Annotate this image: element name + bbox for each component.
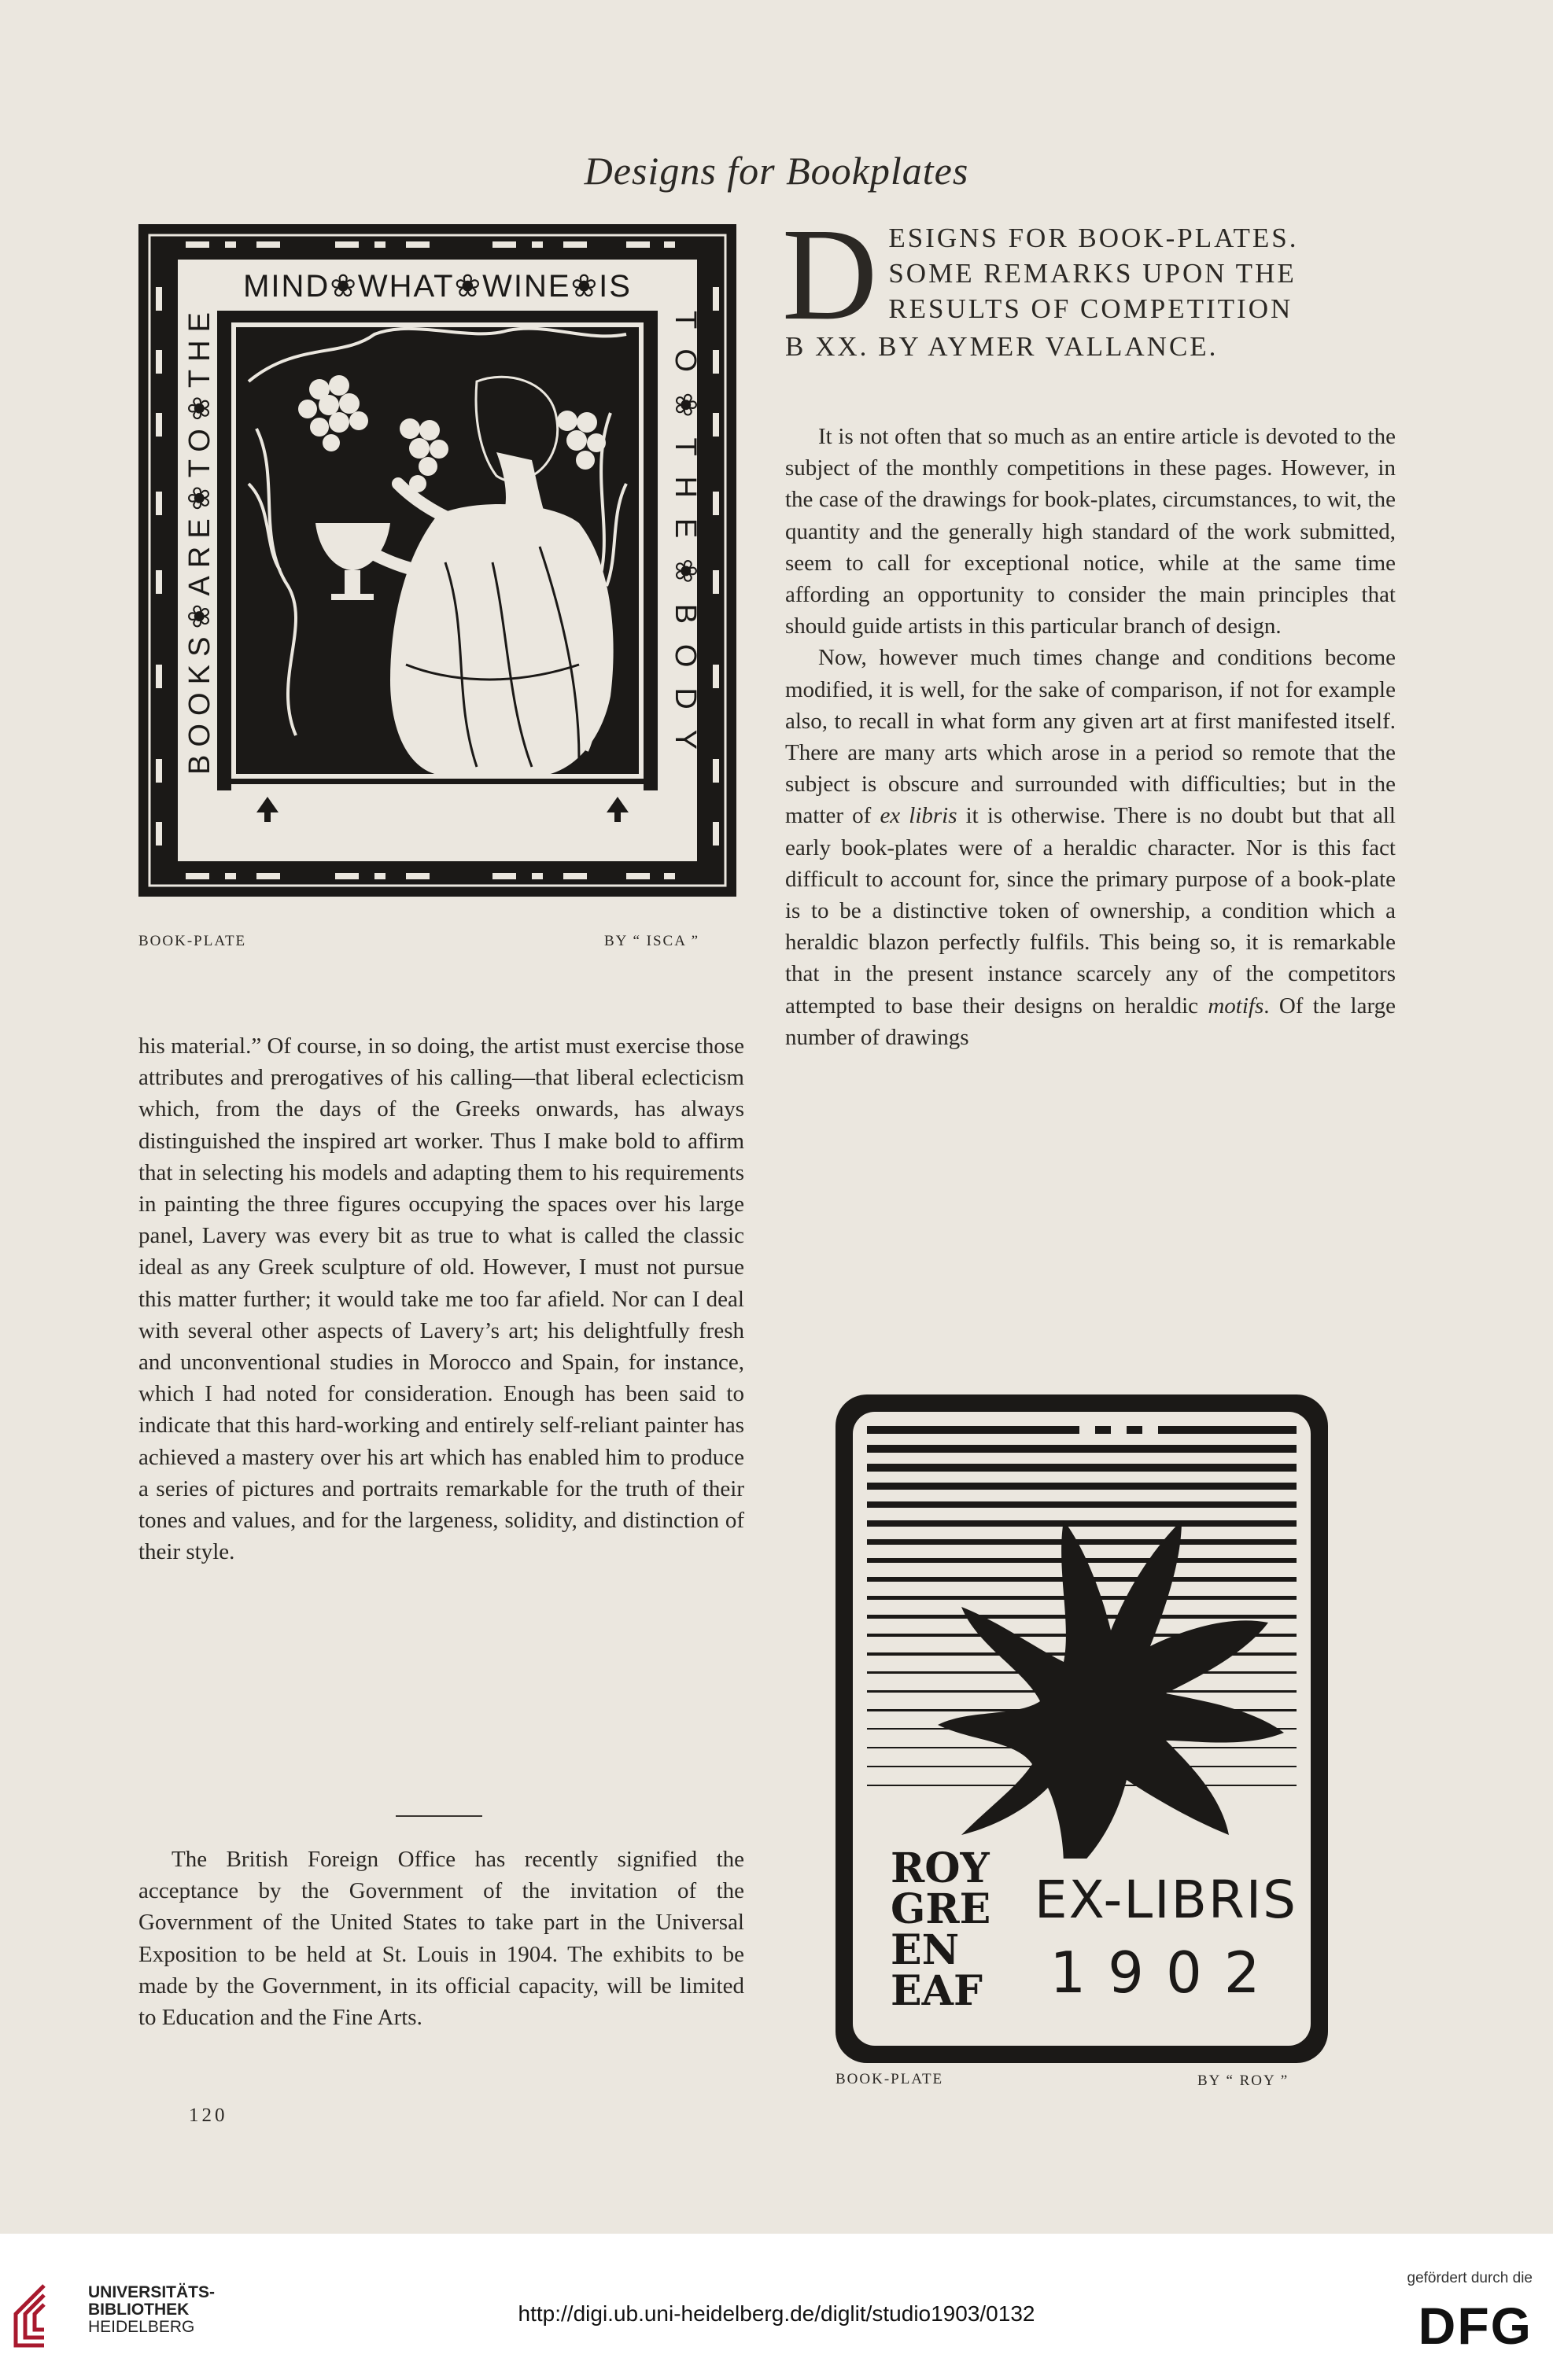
italic-ex-libris: ex libris <box>880 803 957 829</box>
page-number: 120 <box>189 2105 228 2126</box>
bookplate-roy-owner-line-1: ROY <box>891 1844 990 1892</box>
bookplate-isca-top-text: MIND❀WHAT❀WINE❀IS <box>243 269 632 304</box>
section-divider <box>396 1815 482 1817</box>
bookplate-roy-owner-line-4: EAF <box>891 1967 983 2015</box>
article-body-left <box>138 1030 744 1568</box>
bookplate-roy-exlibris: EX-LIBRIS <box>1034 1870 1298 1930</box>
left-paragraph-2: The British Foreign Office has recently signified the acceptance by the Government of the invitation of the Government of the United States to take part in the Universal Exposition to be held at St. Louis in 1904. The exhibits to be made by the Government, in its official capacity, will be limited to Education and the Fine Arts. <box>138 1847 744 2031</box>
heading-line-2: SOME REMARKS UPON THE <box>888 258 1297 289</box>
bookplate-isca-caption-left: BOOK-PLATE <box>138 933 247 949</box>
running-header: Designs for Bookplates <box>584 149 969 193</box>
bookplate-roy-caption-left: BOOK-PLATE <box>836 2071 944 2087</box>
italic-motifs: motifs <box>1208 993 1264 1019</box>
article-heading <box>782 201 1407 364</box>
heading-line-3: RESULTS OF COMPETITION <box>888 293 1293 324</box>
bookplate-roy-caption-right: BY “ ROY ” <box>1197 2072 1289 2089</box>
dfg-logo: DFG <box>1418 2297 1533 2355</box>
article-body-right <box>785 421 1396 1053</box>
bookplate-isca-image <box>138 224 736 897</box>
bookplate-roy-owner-line-3: EN <box>891 1926 960 1974</box>
left-paragraph-1: his material.” Of course, in so doing, the artist must exercise those attributes and prerogatives of his calling—that liberal eclecticism which, from the days of the Greeks onwards, has always distinguished the inspired art worker. Thus I make bold to affirm that in selecting his models and adapting them to his requirements in painting the three figures occupying the spaces over his large panel, Lavery was every bit as true to what is called the classic ideal as any Greek sculpture of old. However, I must not pursue this matter further; it would take me too far afield. Nor can I deal with several other aspects of Lavery’s art; his delightfully fresh and unconventional studies in Morocco and Spain, for instance, which I had noted for consideration. Enough has been said to indicate that this hard-working and entirely self-reliant painter has achieved a mastery over his art which has enabled him to produce a series of pictures and portraits remarkable for the truth of their tones and values, and for the largeness, solidity, and distinction of their style. <box>138 1033 744 1565</box>
funding-note: gefördert durch die <box>1407 2270 1533 2286</box>
institution-name: UNIVERSITÄTS- BIBLIOTHEK HEIDELBERG <box>88 2283 216 2336</box>
article-body-left-2 <box>138 1844 744 2033</box>
bookplate-isca-right-text: TO❀THE❀BODY <box>669 311 702 751</box>
bookplate-roy-owner-line-2: GRE <box>891 1885 991 1933</box>
bookplate-roy-image <box>836 1394 1328 2063</box>
drop-cap: D <box>782 201 878 348</box>
article-paragraph-2: Now, however much times change and conditions become modified, it is well, for the sake of comparison, if not for example also, to recall in what form any given art at first manifested itself. There are many arts which arose in a period so remote that the subject is obscure and surrounded with difficulties; but in the matter of ex libris it is otherwise. There is no doubt but that all early book-plates were of a heraldic character. Nor is this fact difficult to account for, since the primary purpose of a book-plate is to be a distinctive token of ownership, a condition which a heraldic blazon perfectly fulfils. This being so, it is remarkable that in the present instance scarcely any of the competitors attempted to base their designs on heraldic motifs. Of the large number of drawings <box>785 645 1396 1050</box>
heading-line-4: B XX. BY AYMER VALLANCE. <box>785 331 1219 362</box>
heading-line-1: ESIGNS FOR BOOK-PLATES. <box>888 223 1299 253</box>
bookplate-isca-caption-right: BY “ ISCA ” <box>604 933 700 949</box>
article-paragraph-1: It is not often that so much as an entire article is devoted to the subject of the monthly competitions in these pages. However, in the case of the drawings for book-plates, circumstances, to wit, the quantity and the generally high standard of the work submitted, seem to call for exceptional notice, while at the same time affording an opportunity to consider the main principles that should guide artists in this particular branch of design. <box>785 424 1396 639</box>
bookplate-isca-left-text: BOOKS❀ARE❀TO❀THE <box>183 311 216 775</box>
source-url-link[interactable]: http://digi.ub.uni-heidelberg.de/diglit/studio1903/0132 <box>518 2301 1035 2326</box>
bookplate-roy-year: 1902 <box>1049 1940 1282 2006</box>
digitization-footer <box>0 2234 1553 2380</box>
